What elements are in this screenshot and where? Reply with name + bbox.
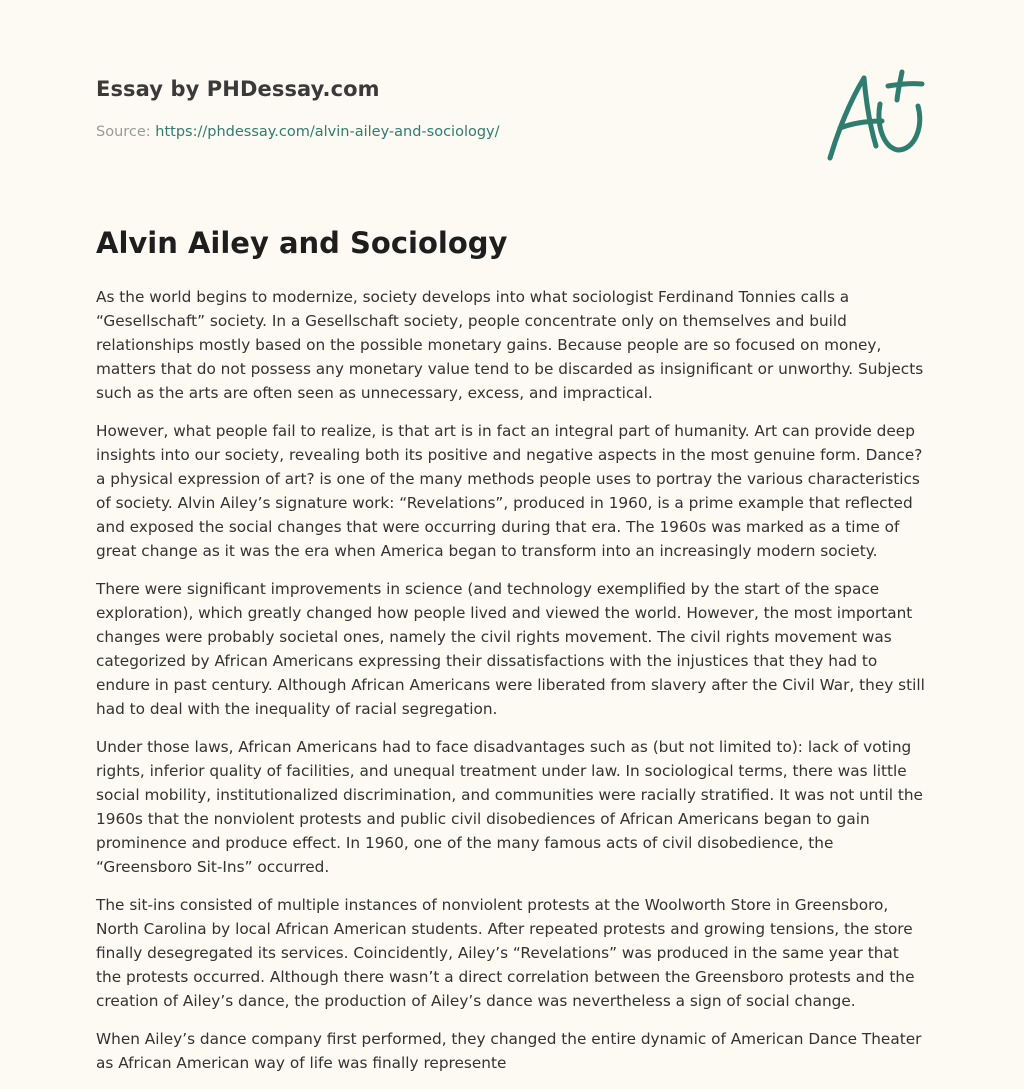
essay-body [96, 285, 926, 1089]
source-link[interactable]: https://phdessay.com/alvin-ailey-and-sociology/ [155, 124, 500, 140]
a-plus-logo-icon [818, 66, 928, 166]
essay-paragraph: The sit-ins consisted of multiple instances of nonviolent protests at the Woolworth Store in Greensboro, North Carolina by local African American students. After repeated protests and growing tensions, the store finally desegregated its services. Coincidently, Ailey’s “Revelations” was produced in the same year that the protests occurred. Although there wasn’t a direct correlation between the Greensboro protests and the creation of Ailey’s dance, the production of Ailey’s dance was nevertheless a sign of social change. [96, 896, 915, 1010]
essay-paragraph: There were significant improvements in science (and technology exemplified by the start of the space exploration), which greatly changed how people lived and viewed the world. However, the most important changes were probably societal ones, namely the civil rights movement. The civil rights movement was categorized by African Americans expressing their dissatisfactions with the injustices that they had to endure in past century. Although African Americans were liberated from slavery after the Civil War, they still had to deal with the inequality of racial segregation. [96, 580, 925, 718]
essay-title: Alvin Ailey and Sociology [96, 226, 508, 260]
essay-paragraph: When Ailey’s dance company first performed, they changed the entire dynamic of American Dance Theater as African American way of life was finally represente [96, 1030, 922, 1072]
essay-paragraph: However, what people fail to realize, is that art is in fact an integral part of humanity. Art can provide deep insights into our society, revealing both its positive and negative aspects in the most genuine form. Dance? a physical expression of art? is one of the many methods people uses to portray the various characteristics of society. Alvin Ailey’s signature work: “Revelations”, produced in 1960, is a prime example that reflected and exposed the social changes that were occurring during that era. The 1960s was marked as a time of great change as it was the era when America began to transform into an increasingly modern society. [96, 422, 923, 560]
essay-paragraph: As the world begins to modernize, society develops into what sociologist Ferdinand Tonnies calls a “Gesellschaft” society. In a Gesellschaft society, people concentrate only on themselves and build relationships mostly based on the possible monetary gains. Because people are so focused on money, matters that do not possess any monetary value tend to be discarded as insignificant or unworthy. Subjects such as the arts are often seen as unnecessary, excess, and impractical. [96, 288, 924, 402]
essay-paragraph: Under those laws, African Americans had to face disadvantages such as (but not limited to): lack of voting rights, inferior quality of facilities, and unequal treatment under law. In sociological terms, there was little social mobility, institutionalized discrimination, and communities were racially stratified. It was not until the 1960s that the nonviolent protests and public civil disobediences of African Americans began to gain prominence and produce effect. In 1960, one of the many famous acts of civil disobedience, the “Greensboro Sit-Ins” occurred. [96, 738, 923, 876]
source-line [96, 124, 500, 140]
site-header-title: Essay by PHDessay.com [96, 77, 380, 101]
source-label: Source: [96, 124, 151, 140]
